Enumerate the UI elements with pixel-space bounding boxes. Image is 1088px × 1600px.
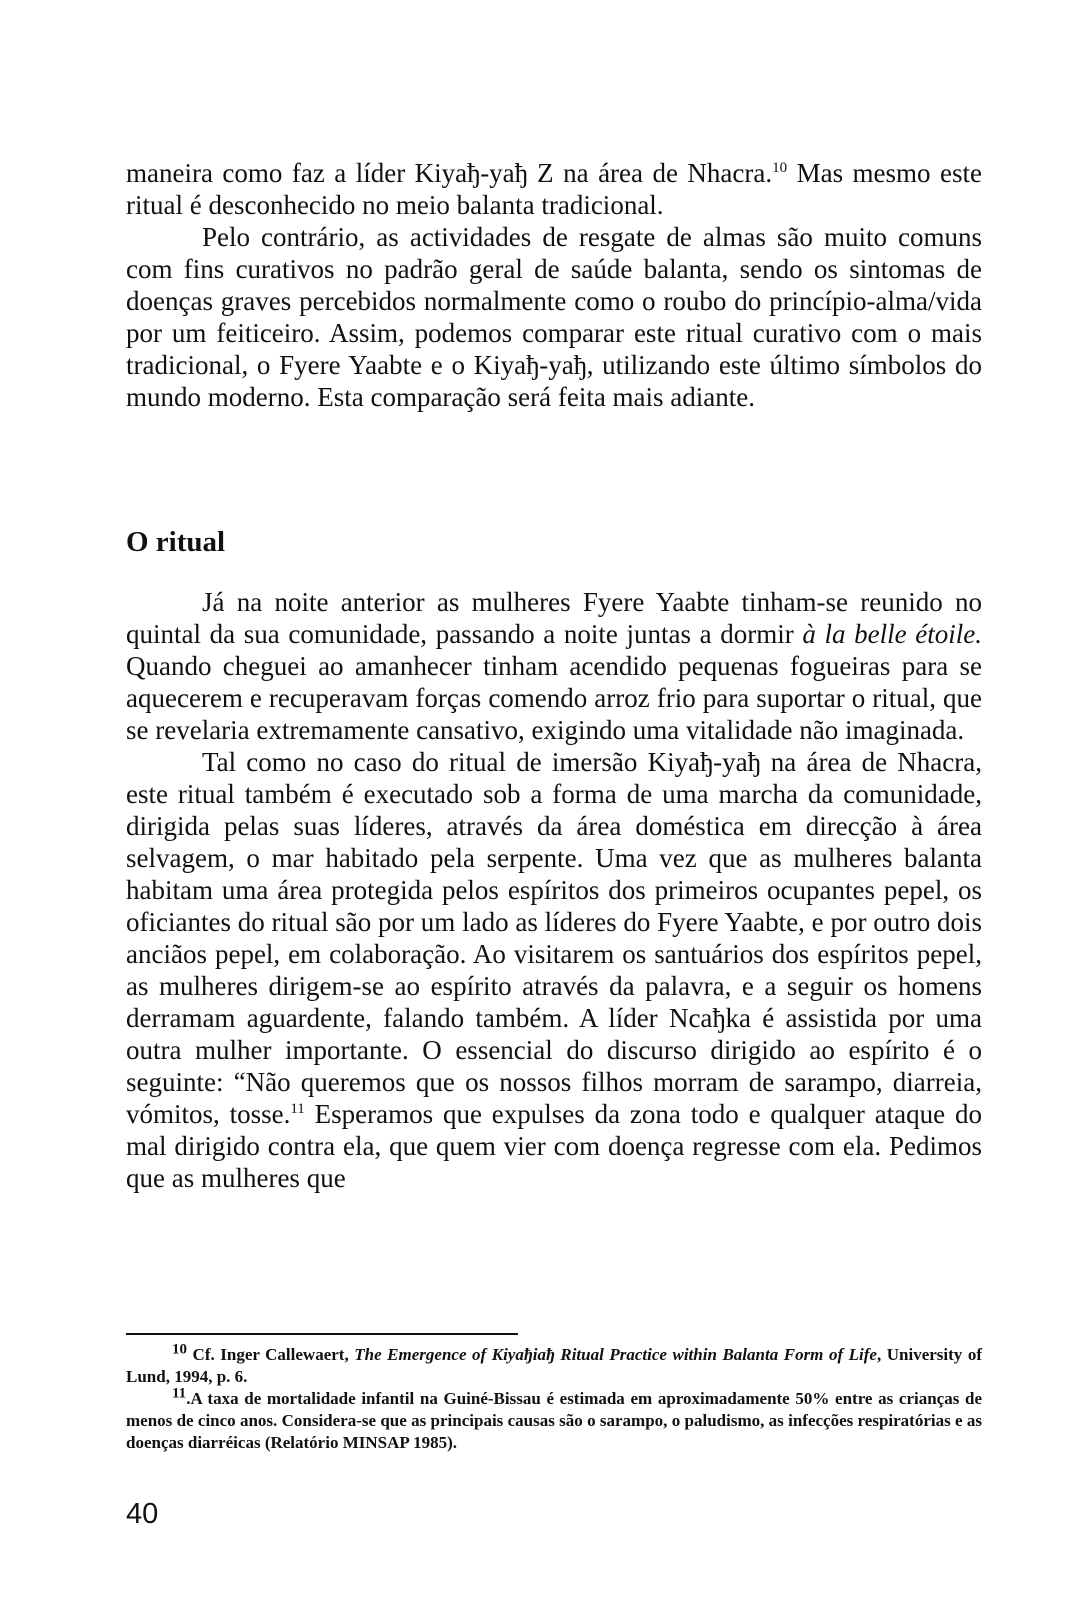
section-heading: O ritual [126, 526, 226, 558]
footnote-10 [126, 1341, 983, 1388]
footnote-10-text-b: , University of Lund, 1994, p. 6. [126, 1345, 983, 1386]
paragraph-1 [126, 157, 982, 221]
paragraph-4 [126, 746, 982, 1194]
footnote-10-title: The Emergence of Kiyaђiaђ Ritual Practice within Balanta Form of Life [354, 1345, 877, 1364]
footnote-ref-11: 11 [290, 1101, 305, 1117]
footnote-10-text-a: Cf. Inger Callewaert, [187, 1345, 355, 1364]
paragraph-4-text-a: Tal como no caso do ritual de imersão Kiyaђ-yaђ na área de Nhacra, este ritual também é executado sob a forma de uma marcha da comunidade, dirigida pelas suas líderes, através da área doméstica em direcção à área selvagem, o mar habitado pela serpente. Uma vez que as mulheres balanta habitam uma área protegida pelos espíritos dos primeiros ocupantes pepel, os oficiantes do ritual são por um lado as líderes do Fyere Yaabte, e por outro dois anciãos pepel, em colaboração. Ao visitarem os santuários dos espíritos pepel, as mulheres dirigem-se ao espírito através da palavra, e a seguir os homens derramam aguardente, falando também. A líder Ncaђka é assistida por uma outra mulher importante. O essencial do discurso dirigido ao espírito é o seguinte: “Não queremos que os nossos filhos morram de sarampo, diarreia, vómitos, tosse. [126, 747, 982, 1129]
paragraph-3 [126, 586, 982, 746]
footnote-11-mark: 11 [172, 1385, 187, 1402]
paragraph-3-italic: à la belle étoile. [802, 619, 982, 649]
footnote-divider [126, 1333, 518, 1335]
footnotes [126, 1341, 983, 1454]
footnote-11 [126, 1385, 982, 1454]
paragraph-2: Pelo contrário, as actividades de resgate de almas são muito comuns com fins curativos no padrão geral de saúde balanta, sendo os sintomas de doenças graves percebidos normalmente como o roubo do princípio-alma/vida por um feiticeiro. Assim, podemos comparar este ritual curativo com o mais tradicional, o Fyere Yaabte e o Kiyaђ-yaђ, utilizando este último símbolos do mundo moderno. Esta comparação será feita mais adiante. [126, 222, 982, 412]
paragraph-4-text-b: Esperamos que expulses da zona todo e qualquer ataque do mal dirigido contra ela, que quem vier com doença regresse com ela. Pedimos que as mulheres que [126, 1099, 982, 1193]
paragraph-3-text-b: Quando cheguei ao amanhecer tinham acendido pequenas fogueiras para se aquecerem e recuperavam forças comendo arroz frio para suportar o ritual, que se revelaria extremamente cansativo, exigindo uma vitalidade não imaginada. [126, 651, 982, 745]
footnote-11-text: .A taxa de mortalidade infantil na Guiné-Bissau é estimada em aproximadamente 50% entre as crianças de menos de cinco anos. Considera-se que as principais causas são o sarampo, o paludismo, as infecções respiratórias e as doenças diarréicas (Relatório MINSAP 1985). [126, 1389, 982, 1452]
footnote-ref-10: 10 [772, 160, 788, 176]
text-block-ritual [126, 586, 982, 1194]
paragraph-1-text-b: Mas mesmo este ritual é desconhecido no meio balanta tradicional. [126, 158, 982, 220]
paragraph-1-text-a: maneira como faz a líder Kiyaђ-yaђ Z na área de Nhacra. [126, 158, 773, 188]
page-number: 40 [126, 1498, 159, 1530]
footnote-10-mark: 10 [172, 1341, 187, 1358]
paragraph-3-text-a: Já na noite anterior as mulheres Fyere Yaabte tinham-se reunido no quintal da sua comunidade, passando a noite juntas a dormir [126, 587, 982, 649]
text-block-intro [126, 157, 982, 413]
